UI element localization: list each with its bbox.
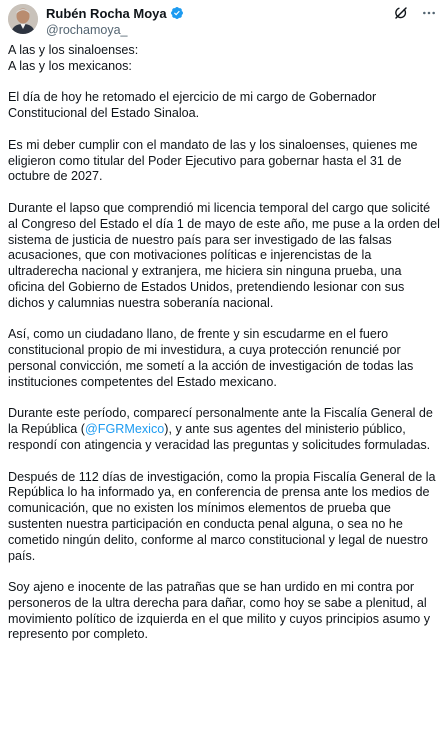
avatar-image — [8, 4, 38, 34]
greeting-line-1: A las y los sinaloenses: — [8, 43, 139, 57]
author-handle[interactable]: @rochamoya_ — [46, 23, 128, 37]
greeting-line-2: A las y los mexicanos: — [8, 58, 132, 73]
paragraph-5-end: ), y ante sus agentes del ministerio público, respondí con atingencia y veracidad las preguntas y solicitudes formuladas. — [8, 422, 431, 452]
fgr-mention-link[interactable]: @FGRMexico — [85, 422, 165, 437]
paragraph-7: Soy ajeno e inocente de las patrañas que se han urdido en mi contra por personeros de la ultra derecha para dañar, como hoy se sabe a plenitud, al movimiento político de izquierda en el que milito y cuyos principios asumo y represento por completo. — [8, 580, 431, 642]
grok-slash-icon[interactable] — [392, 4, 410, 22]
header-actions — [382, 4, 438, 22]
post-text — [8, 43, 440, 643]
paragraph-5 — [8, 406, 440, 453]
paragraph-5-start: Durante este período, comparecí personalmente ante la Fiscalía General de la República ( — [8, 406, 433, 437]
author-name-row[interactable] — [46, 5, 184, 21]
more-dots-icon[interactable] — [420, 4, 438, 22]
post-header — [8, 4, 438, 44]
paragraph-2: Es mi deber cumplir con el mandato de las y los sinaloenses, quienes me eligieron como titular del Poder Ejecutivo para gobernar hasta el 31 de octubre de 2027. — [8, 137, 418, 184]
paragraph-1: El día de hoy he retomado el ejercicio de mi cargo de Gobernador Constitucional del Estado Sinaloa. — [8, 90, 377, 121]
paragraph-3: Durante el lapso que comprendió mi licencia temporal del cargo que solicité al Congreso del Estado el día 1 de mayo de este año, me puse a la orden del sistema de justicia de nuestro país para ser investigado de las falsas acusaciones, que con motivaciones políticas e injerencistas de la ultraderecha nacional y extranjera, me hiciera sin ninguna prueba, una oficina del Gobierno de Estados Unidos, pretendiendo lesionar con sus dichos y calumnias nuestra soberanía nacional. — [8, 200, 440, 310]
paragraph-4: Así, como un ciudadano llano, de frente y sin escudarme en el fuero constitucional propio de mi investidura, a cuya protección renuncié por personal convicción, me sometí a la acción de investigación de todas las instituciones competentes del Estado mexicano. — [8, 327, 414, 389]
greeting-block — [8, 43, 440, 75]
verified-badge-icon[interactable] — [170, 6, 184, 20]
paragraph-6: Después de 112 días de investigación, como la propia Fiscalía General de la República lo ha informado ya, en conferencia de prensa ante los medios de comunicación, que no existen los mínimos elementos de prueba que sustenten nuestra participación en conducta penal alguna, o sea no he cometido ningún delito, conforme al marco constitucional y legal de nuestro país. — [8, 469, 436, 563]
author-display-name[interactable]: Rubén Rocha Moya — [46, 5, 167, 21]
avatar[interactable] — [8, 4, 38, 34]
